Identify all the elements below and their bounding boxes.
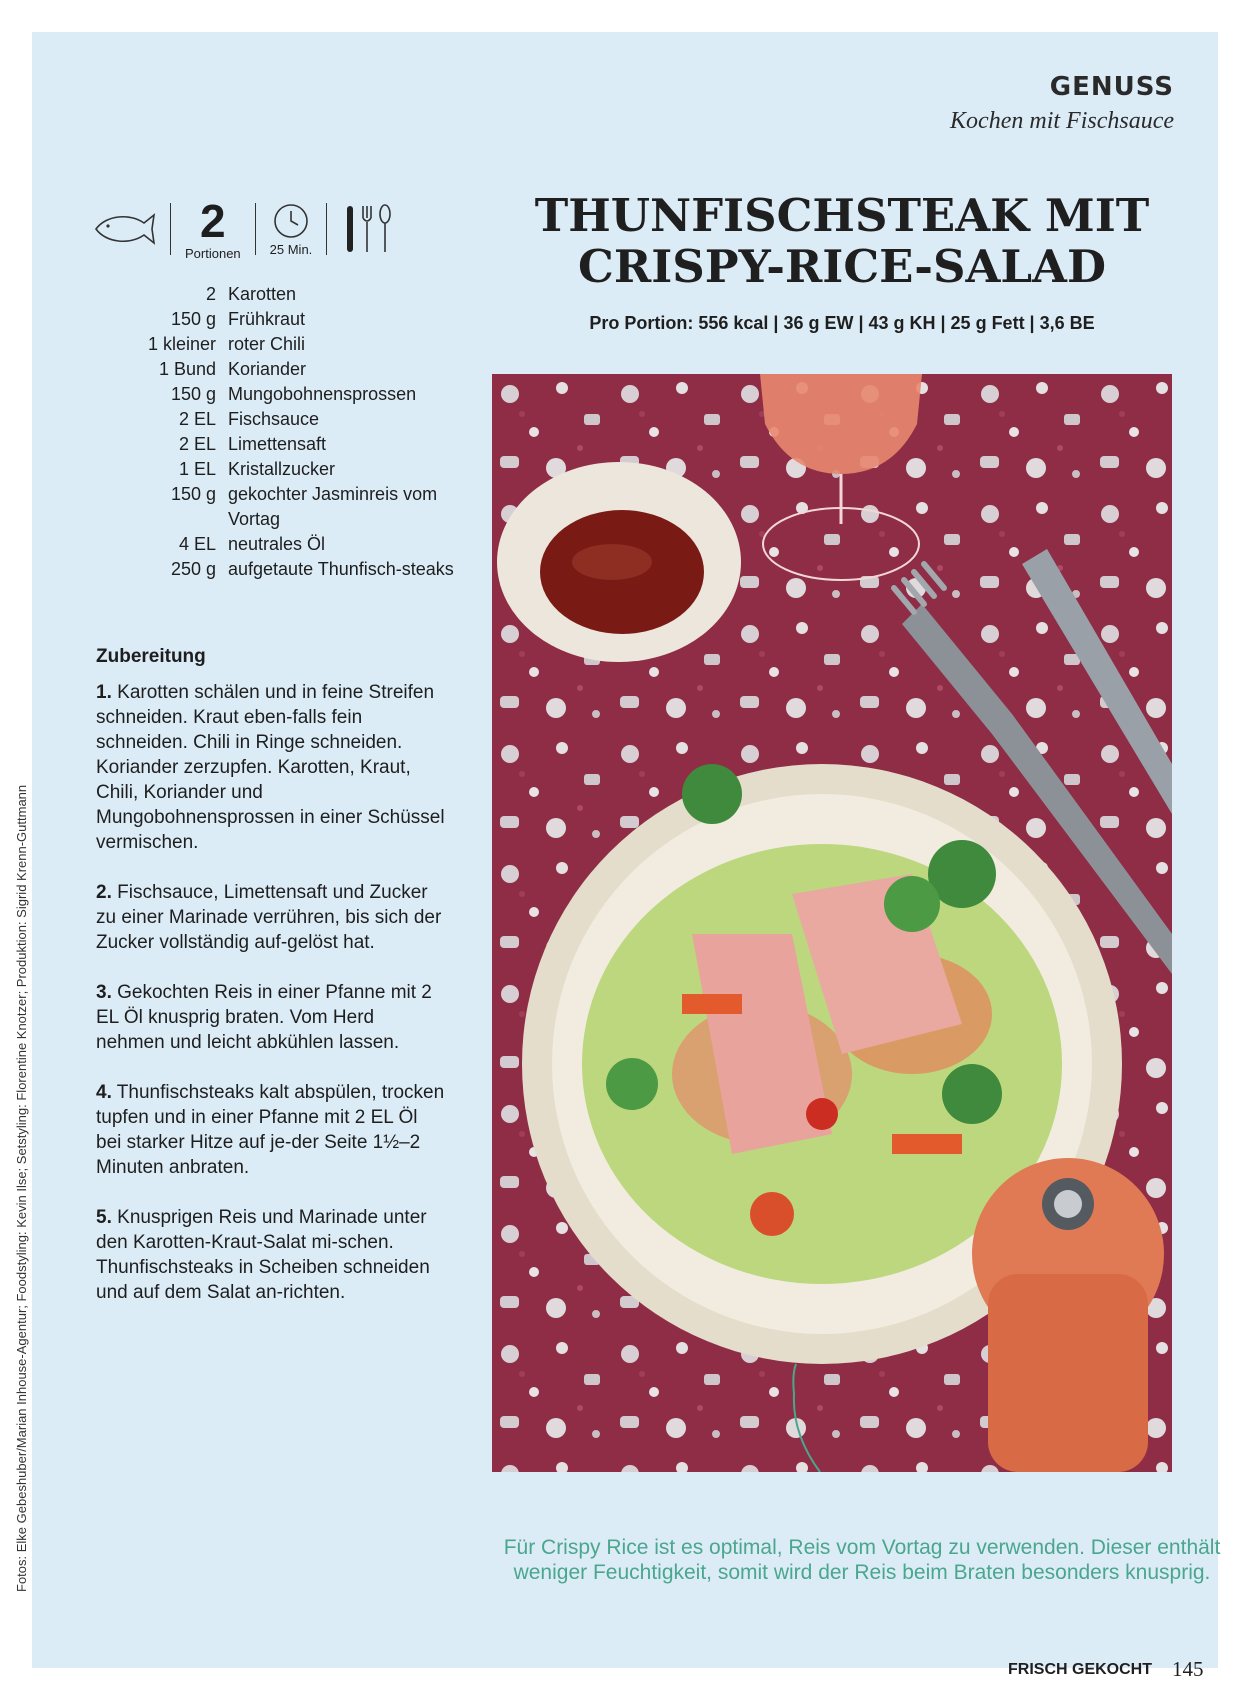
preparation-step bbox=[96, 680, 446, 855]
ingredient-row bbox=[94, 557, 454, 582]
photo-credits: Fotos: Elke Gebeshuber/Marian Inhouse-Agentur; Foodstyling: Kevin Ilse; Setstyling: Florentine Knotzer; Produktion: Sigrid Krenn-Guttmann bbox=[14, 784, 29, 1592]
time-label: 25 Min. bbox=[269, 241, 313, 257]
recipe-title-line: CRISPY-RICE-SALAD bbox=[578, 240, 1106, 293]
ingredient-qty: 150 g bbox=[170, 309, 216, 329]
pepper-mill bbox=[972, 1158, 1164, 1472]
ingredient-row bbox=[94, 357, 454, 382]
step-text: Fischsauce, Limettensaft und Zucker zu einer Marinade verrühren, bis sich der Zucker vollständig auf-gelöst hat. bbox=[96, 882, 442, 953]
nutrition-info: Pro Portion: 556 kcal | 36 g EW | 43 g KH | 25 g Fett | 3,6 BE bbox=[589, 313, 1095, 333]
step-number: 3. bbox=[96, 982, 112, 1003]
step-number: 5. bbox=[96, 1207, 112, 1228]
ingredient-name: roter Chili bbox=[228, 334, 306, 354]
preparation-step bbox=[96, 880, 446, 955]
step-text: Knusprigen Reis und Marinade unter den Karotten-Kraut-Salat mi-schen. Thunfischsteaks in Scheiben schneiden und auf dem Salat an-richten. bbox=[96, 1207, 430, 1303]
ingredient-qty: 2 EL bbox=[178, 434, 216, 454]
step-text: Karotten schälen und in feine Streifen schneiden. Kraut eben-falls fein schneiden. Chili in Ringe schneiden. Koriander zerzupfen. Karotten, Kraut, Chili, Koriander und Mungobohnensprossen in einer Schüssel vermischen. bbox=[96, 682, 445, 853]
ingredient-row bbox=[94, 382, 454, 407]
ingredient-name: Limettensaft bbox=[228, 434, 327, 454]
clock-icon bbox=[272, 202, 310, 240]
recipe-meta bbox=[94, 194, 395, 264]
meta-divider bbox=[255, 203, 256, 255]
step-text: Thunfischsteaks kalt abspülen, trocken tupfen und in einer Pfanne mit 2 EL Öl bei starker Hitze auf je-der Seite 1½–2 Minuten anbraten. bbox=[96, 1082, 445, 1178]
ingredient-row bbox=[94, 432, 454, 457]
ingredient-qty: 250 g bbox=[170, 559, 216, 579]
servings-block bbox=[185, 194, 241, 261]
ingredient-name: Kristallzucker bbox=[228, 459, 336, 479]
ingredient-qty: 2 bbox=[205, 284, 216, 304]
step-number: 1. bbox=[96, 682, 112, 703]
ingredient-qty: 1 Bund bbox=[158, 359, 216, 379]
fish-icon bbox=[94, 211, 156, 247]
preparation-step bbox=[96, 980, 446, 1055]
ingredient-qty: 150 g bbox=[170, 384, 216, 404]
ingredient-qty: 150 g bbox=[170, 484, 216, 504]
section-subtitle: Kochen mit Fischsauce bbox=[950, 108, 1174, 134]
ingredient-name: Frühkraut bbox=[228, 309, 306, 329]
ingredient-row bbox=[94, 457, 454, 482]
fish-sauce-bowl bbox=[497, 462, 741, 662]
ingredient-name: Fischsauce bbox=[228, 409, 320, 429]
ingredient-name: Koriander bbox=[228, 359, 307, 379]
ingredient-name: Karotten bbox=[228, 284, 297, 304]
ingredient-list bbox=[94, 282, 454, 582]
recipe-title bbox=[502, 190, 1182, 292]
meta-divider bbox=[170, 203, 171, 255]
step-text: Gekochten Reis in einer Pfanne mit 2 EL Öl knusprig braten. Vom Herd nehmen und leicht abkühlen lassen. bbox=[96, 982, 432, 1053]
food-photo bbox=[492, 374, 1172, 1472]
preparation-steps bbox=[96, 680, 446, 1330]
section-title: GENUSS bbox=[1049, 72, 1174, 102]
servings-count: 2 bbox=[200, 194, 226, 247]
page-number: 145 bbox=[1172, 1657, 1204, 1681]
recipe-title-line: THUNFISCHSTEAK MIT bbox=[534, 189, 1150, 242]
preparation-heading: Zubereitung bbox=[96, 646, 206, 667]
ingredient-row bbox=[94, 282, 454, 307]
ingredient-qty: 1 kleiner bbox=[147, 334, 216, 354]
ingredient-qty: 4 EL bbox=[178, 534, 216, 554]
ingredient-name: aufgetaute Thunfisch-steaks bbox=[228, 559, 454, 579]
ingredient-row bbox=[94, 407, 454, 432]
cutlery-icon bbox=[341, 202, 395, 256]
ingredient-name: neutrales Öl bbox=[228, 534, 326, 554]
ingredient-row bbox=[94, 332, 454, 357]
tip-text: Für Crispy Rice ist es optimal, Reis vom Vortag zu verwenden. Dieser enthält weniger Feuchtigkeit, somit wird der Reis beim Braten besonders knusprig. bbox=[503, 1536, 1221, 1584]
ingredient-row bbox=[94, 307, 454, 332]
ingredient-qty: 2 EL bbox=[178, 409, 216, 429]
footer-brand: FRISCH GEKOCHT bbox=[1008, 1661, 1152, 1678]
ingredient-row bbox=[94, 482, 454, 532]
ingredient-row bbox=[94, 532, 454, 557]
meta-divider bbox=[326, 203, 327, 255]
step-number: 2. bbox=[96, 882, 112, 903]
servings-label: Portionen bbox=[185, 245, 241, 261]
ingredient-name: gekochter Jasminreis vom Vortag bbox=[228, 484, 438, 529]
preparation-step bbox=[96, 1205, 446, 1305]
preparation-step bbox=[96, 1080, 446, 1180]
step-number: 4. bbox=[96, 1082, 112, 1103]
time-block bbox=[270, 202, 313, 257]
ingredient-qty: 1 EL bbox=[178, 459, 216, 479]
ingredient-name: Mungobohnensprossen bbox=[228, 384, 417, 404]
